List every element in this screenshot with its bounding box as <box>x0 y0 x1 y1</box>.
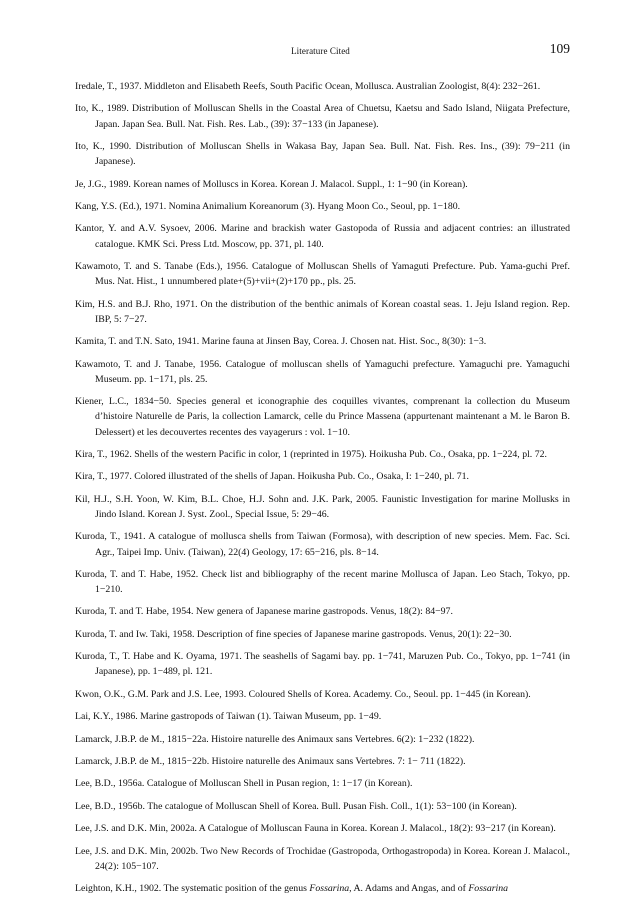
reference-item: Kuroda, T. and Iw. Taki, 1958. Description of fine species of Japanese marine gastropods. Venus, 20(1): 22−30. <box>75 628 512 640</box>
reference-item <box>75 881 570 896</box>
reference-item: Kiener, L.C., 1834−50. Species general et iconographie des coquilles vivantes, comprenant la collection du Museum d’histoire Naturelle de Paris, la collection Lamarck, celle du Prince Massena (appurtenant maintenant a M. le Baron B. Delessert) et les decouvertes recentes des vayagerurs : vol. 1−10. <box>75 396 570 438</box>
reference-item: Kantor, Y. and A.V. Sysoev, 2006. Marine and brackish water Gastopoda of Russia and adjacent contries: an illustrated catalogue. KMK Sci. Press Ltd. Moscow, pp. 371, pl. 140. <box>75 223 570 250</box>
reference-item: Kawamoto, T. and J. Tanabe, 1956. Catalogue of molluscan shells of Yamaguchi prefecture. Yamaguchi pre. Yamaguchi Museum. pp. 1−171, pls. 25. <box>75 358 570 385</box>
reference-item: Je, J.G., 1989. Korean names of Molluscs in Korea. Korean J. Malacol. Suppl., 1: 1−90 (in Korean). <box>75 178 468 190</box>
reference-item: Kang, Y.S. (Ed.), 1971. Nomina Animalium Koreanorum (3). Hyang Moon Co., Seoul, pp. 1−180. <box>75 200 461 212</box>
reference-item: Lee, B.D., 1956a. Catalogue of Molluscan Shell in Pusan region, 1: 1−17 (in Korean). <box>75 778 413 790</box>
reference-item: Kuroda, T., 1941. A catalogue of mollusca shells from Taiwan (Formosa), with description of new species. Mem. Fac. Sci. Agr., Taipei Imp. Univ. (Taiwan), 22(4) Geology, 17: 65−216, pls. 8−14. <box>75 531 570 558</box>
reference-item: Lee, B.D., 1956b. The catalogue of Molluscan Shell of Korea. Bull. Pusan Fish. Coll., 1(1): 53−100 (in Korean). <box>75 800 517 812</box>
running-title: Literature Cited <box>291 46 350 56</box>
reference-item: Kuroda, T. and T. Habe, 1952. Check list and bibliography of the recent marine Mollusca of Japan. Leo Stach, Tokyo, pp. 1−210. <box>75 568 570 596</box>
reference-item: Kim, H.S. and B.J. Rho, 1971. On the distribution of the benthic animals of Korean coastal seas. 1. Jeju Island region. Rep. IBP, 5: 7−27. <box>75 298 570 325</box>
reference-item: Kawamoto, T. and S. Tanabe (Eds.), 1956. Catalogue of Molluscan Shells of Yamaguti Prefecture. Pub. Yama-guchi Pref. Mus. Nat. Hist., 1 unnumbered plate+(5)+vii+(2)+170 pp., pls. 25. <box>75 260 570 288</box>
reference-item: Lee, J.S. and D.K. Min, 2002a. A Catalogue of Molluscan Fauna in Korea. Korean J. Malacol., 18(2): 93−217 (in Korean). <box>75 823 556 835</box>
reference-item: Lai, K.Y., 1986. Marine gastropods of Taiwan (1). Taiwan Museum, pp. 1−49. <box>75 711 382 723</box>
reference-item: Lamarck, J.B.P. de M., 1815−22b. Histoire naturelle des Animaux sans Vertebres. 7: 1− 711 (1822). <box>75 756 466 768</box>
reference-item: Kira, T., 1977. Colored illustrated of the shells of Japan. Hoikusha Pub. Co., Osaka, I: 1−240, pl. 71. <box>75 471 469 483</box>
reference-item: Kil, H.J., S.H. Yoon, W. Kim, B.L. Choe, H.J. Sohn and. J.K. Park, 2005. Faunistic Investigation for marine Mollusks in Jindo Island. Korean J. Syst. Zool., Special Issue, 5: 29−46. <box>75 493 570 520</box>
reference-item: Kuroda, T., T. Habe and K. Oyama, 1971. The seashells of Sagami bay. pp. 1−741, Maruzen Pub. Co., Tokyo, pp. 1−741 (in Japanese), pp. 1−489, pl. 121. <box>75 651 570 678</box>
reference-list <box>75 79 570 904</box>
reference-text: , A. Adams and Angas, and of <box>349 883 469 895</box>
reference-text: Leighton, K.H., 1902. The systematic position of the genus <box>75 883 310 895</box>
genus-name-italic: Fossarina <box>309 883 350 895</box>
reference-item: Kamita, T. and T.N. Sato, 1941. Marine fauna at Jinsen Bay, Corea. J. Chosen nat. Hist. Soc., 8(30): 1−3. <box>75 336 487 348</box>
reference-item: Ito, K., 1989. Distribution of Molluscan Shells in the Coastal Area of Chuetsu, Kaetsu and Sado Island, Niigata Prefecture, Japan. Japan Sea. Bull. Nat. Fish. Res. Lab., (39): 37−133 (in Japanese). <box>75 103 570 130</box>
reference-item: Iredale, T., 1937. Middleton and Elisabeth Reefs, South Pacific Ocean, Mollusca. Australian Zoologist, 8(4): 232−261. <box>75 81 541 92</box>
reference-item: Kira, T., 1962. Shells of the western Pacific in color, 1 (reprinted in 1975). Hoikusha Pub. Co., Osaka, pp. 1−224, pl. 72. <box>75 448 547 460</box>
reference-item: Kuroda, T. and T. Habe, 1954. New genera of Japanese marine gastropods. Venus, 18(2): 84−97. <box>75 606 453 618</box>
genus-name-italic: Fossarina <box>468 883 509 895</box>
reference-item: Ito, K., 1990. Distribution of Molluscan Shells in Wakasa Bay, Japan Sea. Bull. Nat. Fish. Res. Ins., (39): 79−211 (in Japanese). <box>75 140 570 168</box>
reference-item: Kwon, O.K., G.M. Park and J.S. Lee, 1993. Coloured Shells of Korea. Academy. Co., Seoul. pp. 1−445 (in Korean). <box>75 688 531 700</box>
page-number: 109 <box>549 41 570 56</box>
reference-item: Lee, J.S. and D.K. Min, 2002b. Two New Records of Trochidae (Gastropoda, Orthogastropoda) in Korea. Korean J. Malacol., 24(2): 105−107. <box>75 845 570 872</box>
reference-item: Lamarck, J.B.P. de M., 1815−22a. Histoire naturelle des Animaux sans Vertebres. 6(2): 1−232 (1822). <box>75 733 475 745</box>
